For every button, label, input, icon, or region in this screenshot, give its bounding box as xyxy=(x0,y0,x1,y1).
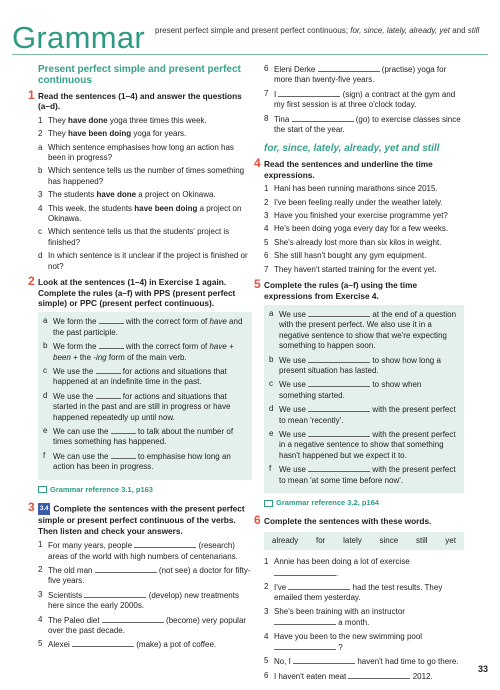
item-label: b xyxy=(38,166,43,176)
item-text: He's been doing yoga every day for a few weeks. xyxy=(274,224,449,234)
list-item xyxy=(38,565,252,587)
list-item xyxy=(38,116,252,126)
word-box-word: still xyxy=(415,535,428,545)
instruction-text: Complete the sentences with the present perfect simple or present perfect continuous of the verbs. Then listen and check your answers. xyxy=(38,503,245,536)
item-label: 2 xyxy=(264,197,269,207)
item-text: Tina (go) to exercise classes since the start of the year. xyxy=(274,114,461,135)
item-text: I've been feeling really under the weather lately. xyxy=(274,197,443,207)
item-text: This week, the students have been doing a project on Okinawa. xyxy=(48,203,242,224)
answer-blank[interactable] xyxy=(308,464,370,472)
item-text: They have been doing yoga for years. xyxy=(48,129,187,139)
item-text: Scientists (develop) new treatments here since the early 2000s. xyxy=(48,590,239,611)
item-text: The Paleo diet (become) very popular over the past decade. xyxy=(48,615,247,636)
item-label: 2 xyxy=(38,565,43,575)
item-label: 2 xyxy=(38,129,43,139)
answer-blank[interactable] xyxy=(134,540,196,548)
item-text: We form the with the correct form of have + been + the -ing form of the main verb. xyxy=(53,342,234,362)
item-text: In which sentence is it unclear if the project is finished or not? xyxy=(48,251,248,271)
item-label: 4 xyxy=(38,614,43,624)
item-text: She still hasn't bought any gym equipment. xyxy=(274,251,427,261)
book-icon xyxy=(264,500,273,507)
page-header xyxy=(12,20,488,55)
section-heading-time-expressions: for, since, lately, already, yet and still xyxy=(264,143,440,155)
rules-box xyxy=(264,305,464,493)
item-text: Which sentence tells us the number of times something has happened? xyxy=(48,166,245,186)
answer-blank[interactable] xyxy=(308,404,370,412)
list-item xyxy=(38,227,252,248)
answer-blank[interactable] xyxy=(308,355,370,363)
item-text: The students have done a project on Okinawa. xyxy=(48,190,216,200)
list-item xyxy=(38,143,252,164)
word-box-word: already xyxy=(272,535,299,545)
list-item xyxy=(264,656,464,667)
exercise-number: 5 xyxy=(254,277,261,292)
list-item xyxy=(43,426,247,448)
list-item xyxy=(264,251,464,261)
grammar-reference-link[interactable] xyxy=(264,498,464,508)
list-item xyxy=(264,224,464,234)
page-subtitle: present perfect simple and present perfect continuous; for, since, lately, already, yet and still xyxy=(155,26,480,35)
answer-blank[interactable] xyxy=(95,565,157,573)
item-text: Have you been to the new swimming pool ? xyxy=(274,631,423,653)
item-label: 5 xyxy=(38,639,43,649)
answer-blank[interactable] xyxy=(274,617,336,625)
item-label: c xyxy=(38,227,42,237)
item-label: 5 xyxy=(264,237,269,247)
list-item xyxy=(38,251,252,272)
exercise-number: 4 xyxy=(254,156,261,171)
item-text: We use at the end of a question with the present perfect. We also use it in a negative sentence to show that we're expecting something to happen soon. xyxy=(279,309,457,351)
item-text: They haven't started training for the event yet. xyxy=(274,264,437,274)
item-label: d xyxy=(269,404,274,414)
answer-blank[interactable] xyxy=(84,590,146,598)
book-icon xyxy=(38,486,47,493)
section-heading-present-perfect: Present perfect simple and present perfect continuous xyxy=(38,64,241,86)
item-text: Alexei (make) a pot of coffee. xyxy=(48,640,217,650)
page-number: 33 xyxy=(477,664,488,674)
item-label: a xyxy=(269,308,274,318)
exercise-instruction xyxy=(38,503,252,536)
list-item xyxy=(43,366,247,388)
exercise-items xyxy=(264,184,464,275)
list-item xyxy=(264,184,464,194)
answer-blank[interactable] xyxy=(292,114,354,122)
item-label: 1 xyxy=(264,184,269,194)
list-item xyxy=(38,540,252,562)
item-text: We use to show when something started. xyxy=(279,380,422,400)
item-label: 6 xyxy=(264,64,269,73)
exercise-items xyxy=(38,540,252,651)
answer-blank[interactable] xyxy=(72,639,134,647)
answer-blank[interactable] xyxy=(102,615,164,623)
item-label: 3 xyxy=(264,211,269,221)
exercise-items xyxy=(264,557,464,682)
item-text: We form the with the correct form of have and the past participle. xyxy=(53,317,243,337)
item-label: d xyxy=(43,390,48,400)
list-item xyxy=(38,190,252,200)
item-label: 3 xyxy=(38,190,43,200)
word-box xyxy=(264,532,464,550)
word-box-word: yet xyxy=(445,535,456,545)
item-label: e xyxy=(43,425,48,435)
word-box-word: for xyxy=(316,535,326,545)
exercise-number: 3 xyxy=(28,500,35,514)
exercise-instruction: Complete the sentences with these words. xyxy=(264,516,432,527)
answer-blank[interactable] xyxy=(274,642,336,650)
list-item xyxy=(264,89,464,111)
exercise-1 xyxy=(28,88,252,272)
exercise-items xyxy=(38,116,252,272)
list-item xyxy=(264,632,464,654)
exercise-number: 2 xyxy=(28,274,35,289)
item-text: We can use the to emphasise how long an action has been in progress. xyxy=(53,451,231,472)
answer-blank[interactable] xyxy=(274,568,336,576)
list-item xyxy=(269,355,459,377)
exercise-number: 6 xyxy=(254,513,261,528)
item-label: 3 xyxy=(264,606,269,616)
page-title: Grammar xyxy=(12,20,145,55)
item-label: 6 xyxy=(264,251,269,261)
answer-blank[interactable] xyxy=(318,64,380,72)
list-item xyxy=(264,238,464,248)
exercise-6 xyxy=(254,513,464,682)
exercise-instruction: Read the sentences (1–4) and answer the questions (a–d). xyxy=(38,91,242,112)
item-text: We use with the present perfect to mean 'recently'. xyxy=(279,405,456,425)
list-item xyxy=(38,590,252,612)
answer-blank[interactable] xyxy=(278,89,340,97)
word-box-word: since xyxy=(379,535,399,545)
answer-blank[interactable] xyxy=(111,426,136,434)
answer-blank[interactable] xyxy=(288,582,350,590)
item-text: We use to show how long a present situation has lasted. xyxy=(279,355,441,375)
item-label: a xyxy=(43,316,48,326)
grammar-reference-text: Grammar reference 3.2, p164 xyxy=(276,498,379,507)
grammar-reference-text: Grammar reference 3.1, p163 xyxy=(50,484,153,494)
list-item xyxy=(43,451,247,473)
list-item xyxy=(264,557,464,579)
exercise-number: 1 xyxy=(28,88,35,102)
list-item xyxy=(264,211,464,221)
item-text: Which sentence tells us that the students' project is finished? xyxy=(48,227,230,247)
item-text: We use with the present perfect to mean 'at some time before now'. xyxy=(279,465,456,485)
item-label: f xyxy=(269,464,272,474)
rules-box xyxy=(38,312,252,479)
item-label: f xyxy=(43,450,46,460)
item-label: 4 xyxy=(264,631,269,641)
item-text: No, I haven't had time to go there. xyxy=(274,657,459,667)
item-label: a xyxy=(38,142,43,152)
grammar-reference-link[interactable] xyxy=(38,485,252,495)
item-label: 8 xyxy=(264,113,269,123)
answer-blank[interactable] xyxy=(96,391,121,399)
item-label: 2 xyxy=(264,582,269,592)
item-label: 1 xyxy=(38,115,43,125)
list-item xyxy=(269,464,459,486)
right-column xyxy=(254,64,464,687)
answer-blank[interactable] xyxy=(308,379,370,387)
answer-blank[interactable] xyxy=(99,316,124,324)
exercise-instruction: Complete the rules (a–f) using the time expressions from Exercise 4. xyxy=(264,280,418,301)
item-text: I (sign) a contract at the gym and my first session is at three o'clock today. xyxy=(274,89,456,110)
answer-blank[interactable] xyxy=(308,429,370,437)
audio-track-badge[interactable]: 3.4 xyxy=(38,503,50,515)
list-item xyxy=(38,639,252,650)
list-item xyxy=(43,341,247,363)
item-text: We use the for actions and situations that happened at an indefinite time in the past. xyxy=(53,366,227,387)
item-text: We use with the present perfect in a negative sentence to show that something hasn't happened but we expect it to. xyxy=(279,429,456,460)
list-item xyxy=(264,671,464,682)
list-item xyxy=(38,204,252,225)
item-text: I've had the test results. They emailed them yesterday. xyxy=(274,583,443,603)
item-label: 6 xyxy=(264,670,269,680)
word-box-word: lately xyxy=(343,535,362,545)
item-text: Annie has been doing a lot of exercise . xyxy=(274,557,410,578)
item-label: c xyxy=(269,379,273,389)
item-label: 1 xyxy=(38,540,43,550)
item-label: c xyxy=(43,365,47,375)
list-item xyxy=(264,114,464,136)
exercise-3 xyxy=(28,500,252,651)
list-item xyxy=(264,582,464,604)
list-item xyxy=(43,316,247,338)
item-text: They have done yoga three times this week. xyxy=(48,115,207,125)
item-text: Eleni Derke (practise) yoga for more than twenty-five years. xyxy=(274,65,447,85)
item-label: 4 xyxy=(264,224,269,234)
item-text: For many years, people (research) areas of the world with high numbers of centenarians. xyxy=(48,541,238,561)
item-text: Have you finished your exercise programme yet? xyxy=(274,211,448,221)
item-label: 3 xyxy=(38,589,43,599)
list-item xyxy=(43,391,247,423)
item-label: 7 xyxy=(264,264,269,274)
item-label: e xyxy=(269,428,274,438)
answer-blank[interactable] xyxy=(99,341,124,349)
answer-blank[interactable] xyxy=(293,656,355,664)
list-item xyxy=(264,64,464,86)
item-label: 4 xyxy=(38,203,43,213)
item-text: I haven't eaten meat 2012. xyxy=(274,671,433,681)
list-item xyxy=(264,198,464,208)
answer-blank[interactable] xyxy=(348,671,410,679)
item-label: 7 xyxy=(264,88,269,98)
list-item xyxy=(264,607,464,629)
item-text: Hani has been running marathons since 2015. xyxy=(274,184,438,194)
item-text: She's already lost more than six kilos in weight. xyxy=(274,237,442,247)
item-label: 1 xyxy=(264,557,269,567)
answer-blank[interactable] xyxy=(111,451,136,459)
item-label: d xyxy=(38,251,43,261)
list-item xyxy=(269,309,459,352)
item-label: b xyxy=(43,341,48,351)
list-item xyxy=(38,615,252,637)
list-item xyxy=(264,265,464,275)
list-item xyxy=(38,129,252,139)
list-item xyxy=(269,429,459,461)
item-text: Which sentence emphasises how long an action has been in progress? xyxy=(48,142,234,163)
item-text: The old man (not see) a doctor for fifty-five years. xyxy=(48,566,251,586)
list-item xyxy=(269,379,459,401)
item-text: We use the for actions and situations that started in the past and are still in progress or have happened repeatedly up until now. xyxy=(53,391,231,422)
item-text: She's been training with an instructor a month. xyxy=(274,606,405,628)
item-text: We can use the to talk about the number of times something has happened. xyxy=(53,426,234,447)
exercise-3-continued xyxy=(264,64,464,135)
exercise-instruction: Look at the sentences (1–4) in Exercise 1 again. Complete the rules (a–f) with PPS (present perfect simple) or PPC (present perfect continuous). xyxy=(38,277,236,308)
list-item xyxy=(269,404,459,426)
exercise-5 xyxy=(254,277,464,508)
answer-blank[interactable] xyxy=(96,366,121,374)
left-column xyxy=(28,64,252,656)
answer-blank[interactable] xyxy=(308,309,370,317)
list-item xyxy=(38,166,252,187)
exercise-4 xyxy=(254,156,464,275)
item-label: b xyxy=(269,354,274,364)
exercise-2 xyxy=(28,274,252,495)
exercise-instruction: Read the sentences and underline the time expressions. xyxy=(264,159,433,180)
item-label: 5 xyxy=(264,656,269,666)
